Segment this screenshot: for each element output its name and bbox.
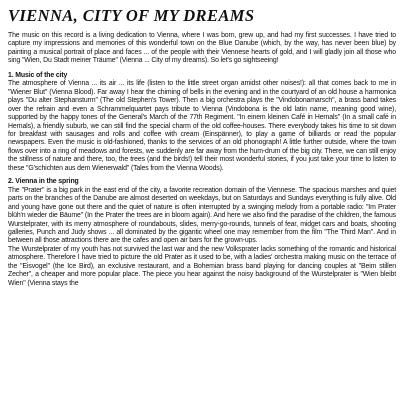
section-body-vienna-in-the-spring: The "Prater" is a big park in the east end of the city, a favorite recreation domain of the Viennese. The spacious marshes and quiet parts on the branches of the Danube are almost deserted on weekdays, but on Saturdays and Sundays everything is fully alive. Old and young have gone out there and the quiet of nature is often interrupted by a swinging melody from a portable radio: "Im Prater blüh'n wieder die Bäume" (In the Prater the trees are in bloom again). And here we also find the paradise of the children, the famous Wurstelprater, with its merry atmosphere of roundabouts, slides, merry-go-rounds, tunnels of fear, midget cars and boats, shooting galleries, Punch and Judy shows ... all dominated by the gigantic wheel one may remember from the film "The Third Man". And in between all those attractions there are the cafes and open air bars for the grown-ups. [8, 186, 396, 245]
document-body [8, 32, 396, 288]
section-heading-music-of-the-city: 1. Music of the city [8, 71, 68, 79]
section-heading-vienna-in-the-spring: 2. Vienna in the spring [8, 178, 79, 186]
section-body-vienna-in-the-spring-continued: The Wurstelprater of my youth has not survived the last war and the new Volksprater lacks something of the romantic and historical atmosphere. Therefore I have tried to picture the old Prater as it used to be, with a ladies' orchestra making music on the terrace of the "Eisvogel" (the Ice Bird), an exclusive restaurant, and a Bohemian brass band playing for dancing couples at "Beim stillen Zecher", a cheaper and more popular place. The piece you hear against the noisy background of the Wurstelprater is "Wien bleibt Wien" (Vienna stays the [8, 245, 396, 287]
page-title: VIENNA, CITY OF MY DREAMS [8, 6, 255, 25]
section-body-music-of-the-city: The atmosphere of Vienna ... its air ... its life (listen to the little street organ amidst other noises!): all that comes back to me in "Wiener Blut" (Vienna Blood). Far away I hear the chiming of bells in the evening and in the courtyard of an old house a harmonica plays "Du alter Stephansturm" (The old Stephen's Tower). Then a big orchestra plays the "Vindobonamarsch", a brass band takes over the refrain and even a Schrammelquartet pays tribute to Vienna (Vindobona is the old latin name, meaning good wine), supported by the happy tones of the General's March of the 77th Regiment. "In einem kleinen Café in Hernals" (In a small café in Hernals), a friendly suburb, we can still find the special charm of the old coffee-houses. There everybody takes his time to sit down for breakfast with sausages and rolls and coffee with cream (Einspänner), to play a game of billiards or read the popular newspapers. Even the music is old-fashioned, thanks to the services of an old phonograph! A little further outside, where the town flows over into a ring of meadows and forests, we suddenly are far away from the hum-drum of the big city. There, we can still enjoy the stillness of nature and there, too, the trees (and the birds!) tell their most wonderful stories, if you just take your time to listen to these "G'schichten aus dem Wienerwald" (Tales from the Vienna Woods). [8, 80, 396, 172]
intro-paragraph: The music on this record is a living dedication to Vienna, where I was born, grew up, and had my first successes. I have tried to capture my impressions and memories of this wonderful town on the Blue Danube (which, by the way, has never been blue) by painting a musical portrait of place and faces ... of the people with their Viennese hearts of gold, and I will gladly join all those who sing "Wien, Du Stadt meiner Träume" (Vienna ... City of my dreams). So let's go sightseeing! [8, 32, 396, 65]
